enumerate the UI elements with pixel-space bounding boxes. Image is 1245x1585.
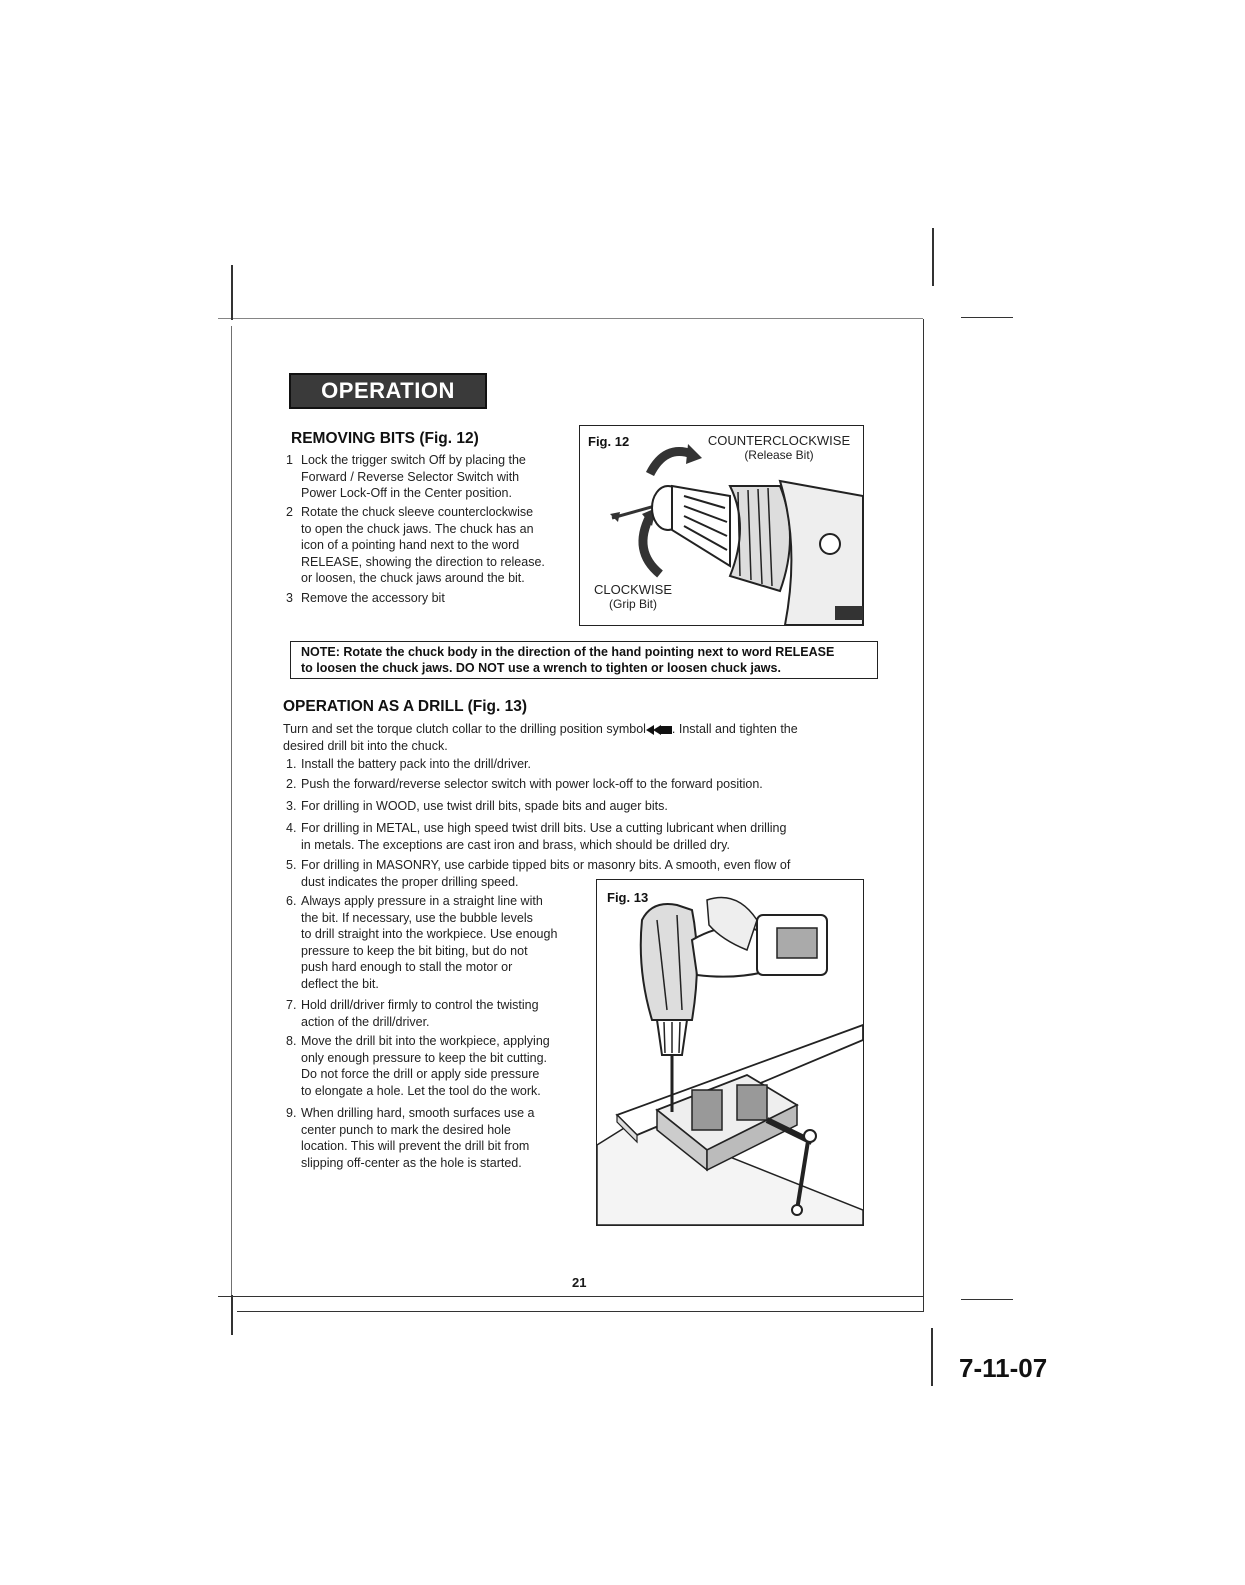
- list-item: 1 Lock the trigger switch Off by placing the Forward / Reverse Selector Switch with Power Lock-Off in the Center position.: [286, 453, 526, 500]
- crop-mark-right-bottom: [961, 1299, 1013, 1300]
- drill-chuck-illustration: [580, 426, 863, 625]
- crop-line-right-bottom: [931, 1328, 933, 1386]
- drill-position-icon: [646, 725, 672, 735]
- fig13-label: Fig. 13: [607, 890, 649, 905]
- drill-intro: [283, 721, 883, 754]
- drill-intro-part1: Turn and set the torque clutch collar to the drilling position symbol: [283, 722, 646, 736]
- drill-vise-illustration: [597, 880, 863, 1225]
- figure-12: [579, 425, 864, 626]
- list-item: 1. Install the battery pack into the drill/driver.: [286, 757, 531, 771]
- list-item: 3. For drilling in WOOD, use twist drill bits, spade bits and auger bits.: [286, 799, 668, 813]
- note-line-1: NOTE: Rotate the chuck body in the direction of the hand pointing next to word RELEASE: [301, 645, 835, 659]
- crop-line-left-bottom: [231, 1295, 233, 1335]
- crop-line-left-top: [231, 265, 233, 320]
- fig12-cw-label: CLOCKWISE (Grip Bit): [593, 582, 672, 611]
- section-banner: OPERATION cont.: [289, 373, 487, 409]
- fig12-ccw-label: COUNTERCLOCKWISE (Release Bit): [707, 433, 851, 462]
- list-item: 5. For drilling in MASONRY, use carbide tipped bits or masonry bits. A smooth, even flow of dust indicates the proper drilling speed.: [286, 858, 791, 889]
- list-item: 9. When drilling hard, smooth surfaces use a center punch to mark the desired hole location. This will prevent the drill bit from slipping off-center as the hole is started.: [286, 1106, 535, 1170]
- crop-line-right-top: [932, 228, 934, 286]
- list-item: 8. Move the drill bit into the workpiece, applying only enough pressure to keep the bit cutting. Do not force the drill or apply side pressure to elongate a hole. Let the tool do the work.: [286, 1034, 550, 1098]
- list-item: 7. Hold drill/driver firmly to control the twisting action of the drill/driver.: [286, 998, 539, 1029]
- figure-13: [596, 879, 864, 1226]
- removing-bits-heading: REMOVING BITS (Fig. 12): [291, 430, 479, 447]
- list-item: 6. Always apply pressure in a straight line with the bit. If necessary, use the bubble levels to drill straight into the workpiece. Use enough pressure to keep the bit biting, but do not push hard enough to stall the motor or deflect the bit.: [286, 894, 558, 991]
- date-code: 7-11-07: [959, 1353, 1048, 1383]
- drill-intro-part2: . Install and tighten the: [671, 722, 798, 736]
- crop-line-left: [231, 326, 232, 1316]
- list-item: 2. Push the forward/reverse selector switch with power lock-off to the forward position.: [286, 777, 763, 791]
- crop-mark-right-top: [961, 317, 1013, 318]
- fig12-label: Fig. 12: [588, 434, 630, 449]
- note-line-2: to loosen the chuck jaws. DO NOT use a wrench to tighten or loosen chuck jaws.: [301, 661, 781, 675]
- list-item: 2 Rotate the chuck sleeve counterclockwise to open the chuck jaws. The chuck has an icon of a pointing hand next to the word RELEASE, showing the direction to release. or loosen, the chuck jaws around the bit.: [286, 505, 545, 585]
- list-item: 4. For drilling in METAL, use high speed twist drill bits. Use a cutting lubricant when drilling in metals. The exceptions are cast iron and brass, which should be drilled dry.: [286, 821, 787, 852]
- drill-intro-part3: desired drill bit into the chuck.: [283, 738, 448, 753]
- drill-heading: OPERATION AS A DRILL (Fig. 13): [283, 698, 527, 715]
- page-number: 21: [572, 1275, 587, 1290]
- list-item: 3 Remove the accessory bit: [286, 591, 445, 605]
- note-box: [290, 641, 878, 679]
